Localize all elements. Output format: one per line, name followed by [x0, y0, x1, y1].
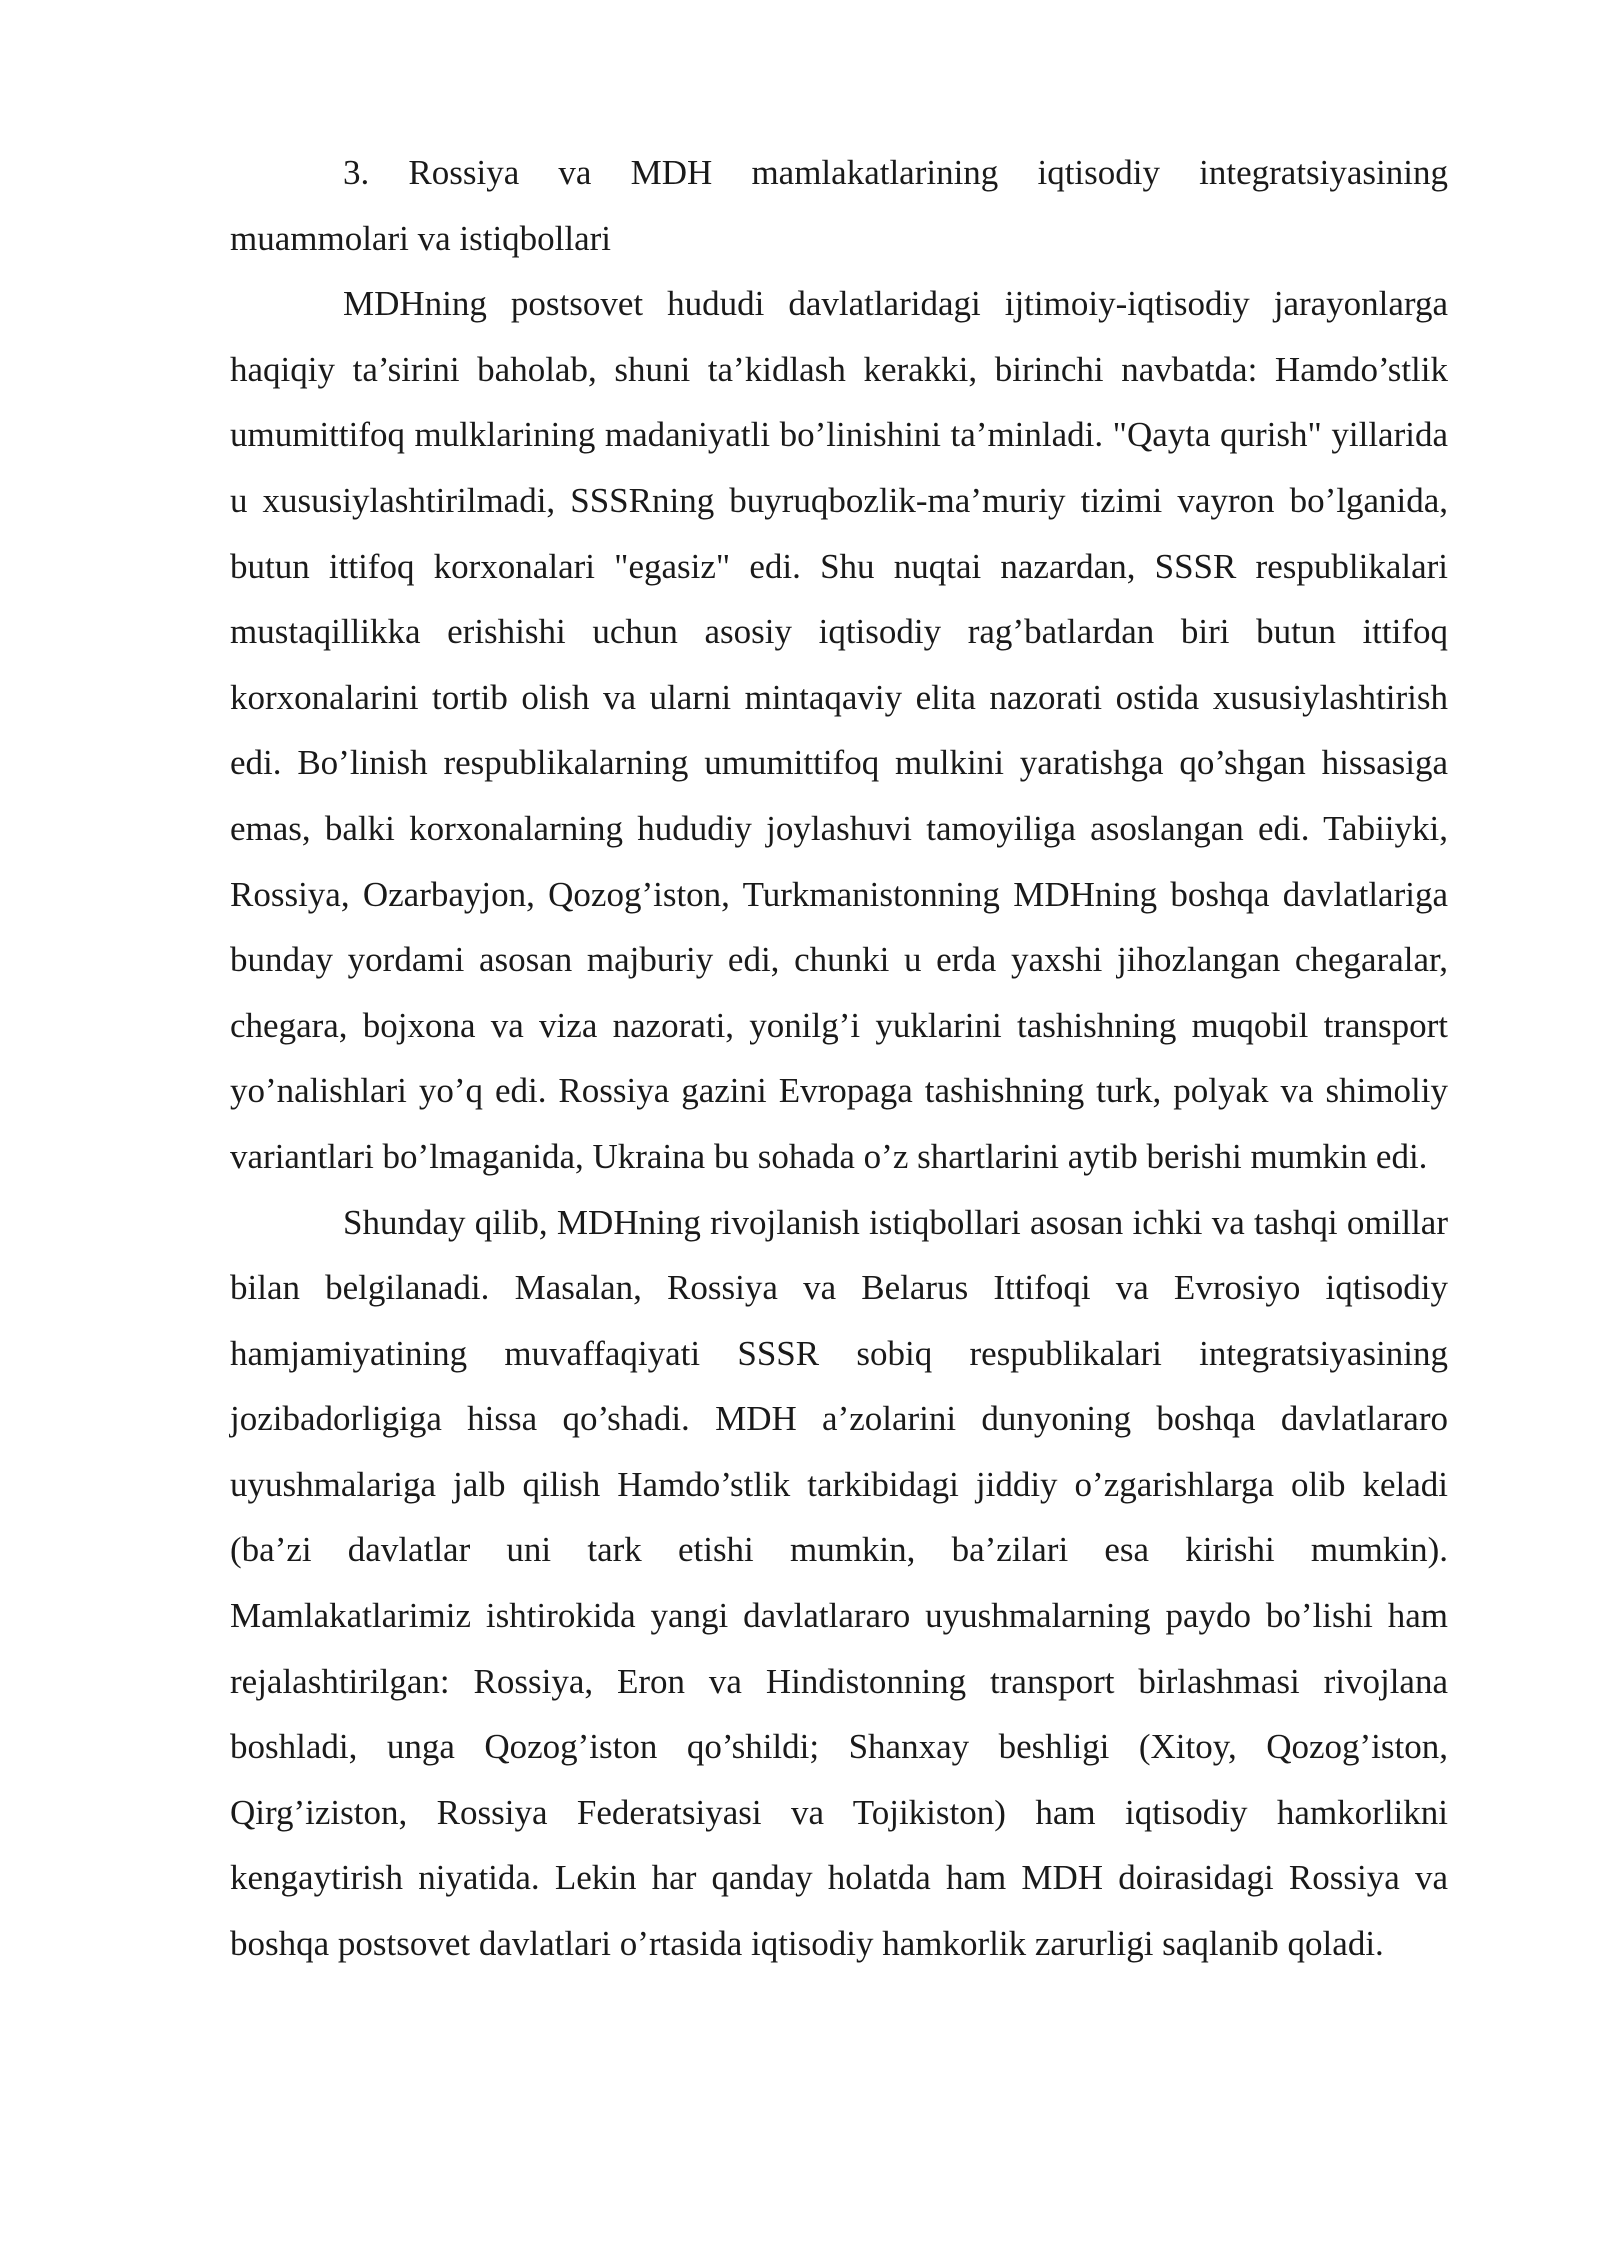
section-heading: 3. Rossiya va MDH mamlakatlarining iqtisodiy integratsiyasining muammolari va istiqbollari: [230, 153, 1448, 258]
paragraph-2: Shunday qilib, MDHning rivojlanish istiqbollari asosan ichki va tashqi omillar bilan belgilanadi. Masalan, Rossiya va Belarus Ittifoqi va Evrosiyo iqtisodiy hamjamiyatining muvaffaqiyati SSSR sobiq respublikalari integratsiyasining jozibadorligiga hissa qo’shadi. MDH a’zolarini dunyoning boshqa davlatlararo uyushmalariga jalb qilish Hamdo’stlik tarkibidagi jiddiy o’zgarishlarga olib keladi (ba’zi davlatlar uni tark etishi mumkin, ba’zilari esa kirishi mumkin). Mamlakatlarimiz ishtirokida yangi davlatlararo uyushmalarning paydo bo’lishi ham rejalashtirilgan: Rossiya, Eron va Hindistonning transport birlashmasi rivojlana boshladi, unga Qozog’iston qo’shildi; Shanxay beshligi (Xitoy, Qozog’iston, Qirg’iziston, Rossiya Federatsiyasi va Tojikiston) ham iqtisodiy hamkorlikni kengaytirish niyatida. Lekin har qanday holatda ham MDH doirasidagi Rossiya va boshqa postsovet davlatlari o’rtasida iqtisodiy hamkorlik zarurligi saqlanib qoladi.: [230, 1202, 1448, 1964]
document-page: [230, 140, 1448, 1977]
paragraph-1: MDHning postsovet hududi davlatlaridagi ijtimoiy-iqtisodiy jarayonlarga haqiqiy ta’sirini baholab, shuni ta’kidlash kerakki, birinchi navbatda: Hamdo’stlik umumittifoq mulklarining madaniyatli bo’linishini ta’minladi. "Qayta qurish" yillarida u xususiylashtirilmadi, SSSRning buyruqbozlik-ma’muriy tizimi vayron bo’lganida, butun ittifoq korxonalari "egasiz" edi. Shu nuqtai nazardan, SSSR respublikalari mustaqillikka erishishi uchun asosiy iqtisodiy rag’batlardan biri butun ittifoq korxonalarini tortib olish va ularni mintaqaviy elita nazorati ostida xususiylashtirish edi. Bo’linish respublikalarning umumittifoq mulkini yaratishga qo’shgan hissasiga emas, balki korxonalarning hududiy joylashuvi tamoyiliga asoslangan edi. Tabiiyki, Rossiya, Ozarbayjon, Qozog’iston, Turkmanistonning MDHning boshqa davlatlariga bunday yordami asosan majburiy edi, chunki u erda yaxshi jihozlangan chegaralar, chegara, bojxona va viza nazorati, yonilg’i yuklarini tashishning muqobil transport yo’nalishlari yo’q edi. Rossiya gazini Evropaga tashishning turk, polyak va shimoliy variantlari bo’lmaganida, Ukraina bu sohada o’z shartlarini aytib berishi mumkin edi.: [230, 284, 1448, 1176]
